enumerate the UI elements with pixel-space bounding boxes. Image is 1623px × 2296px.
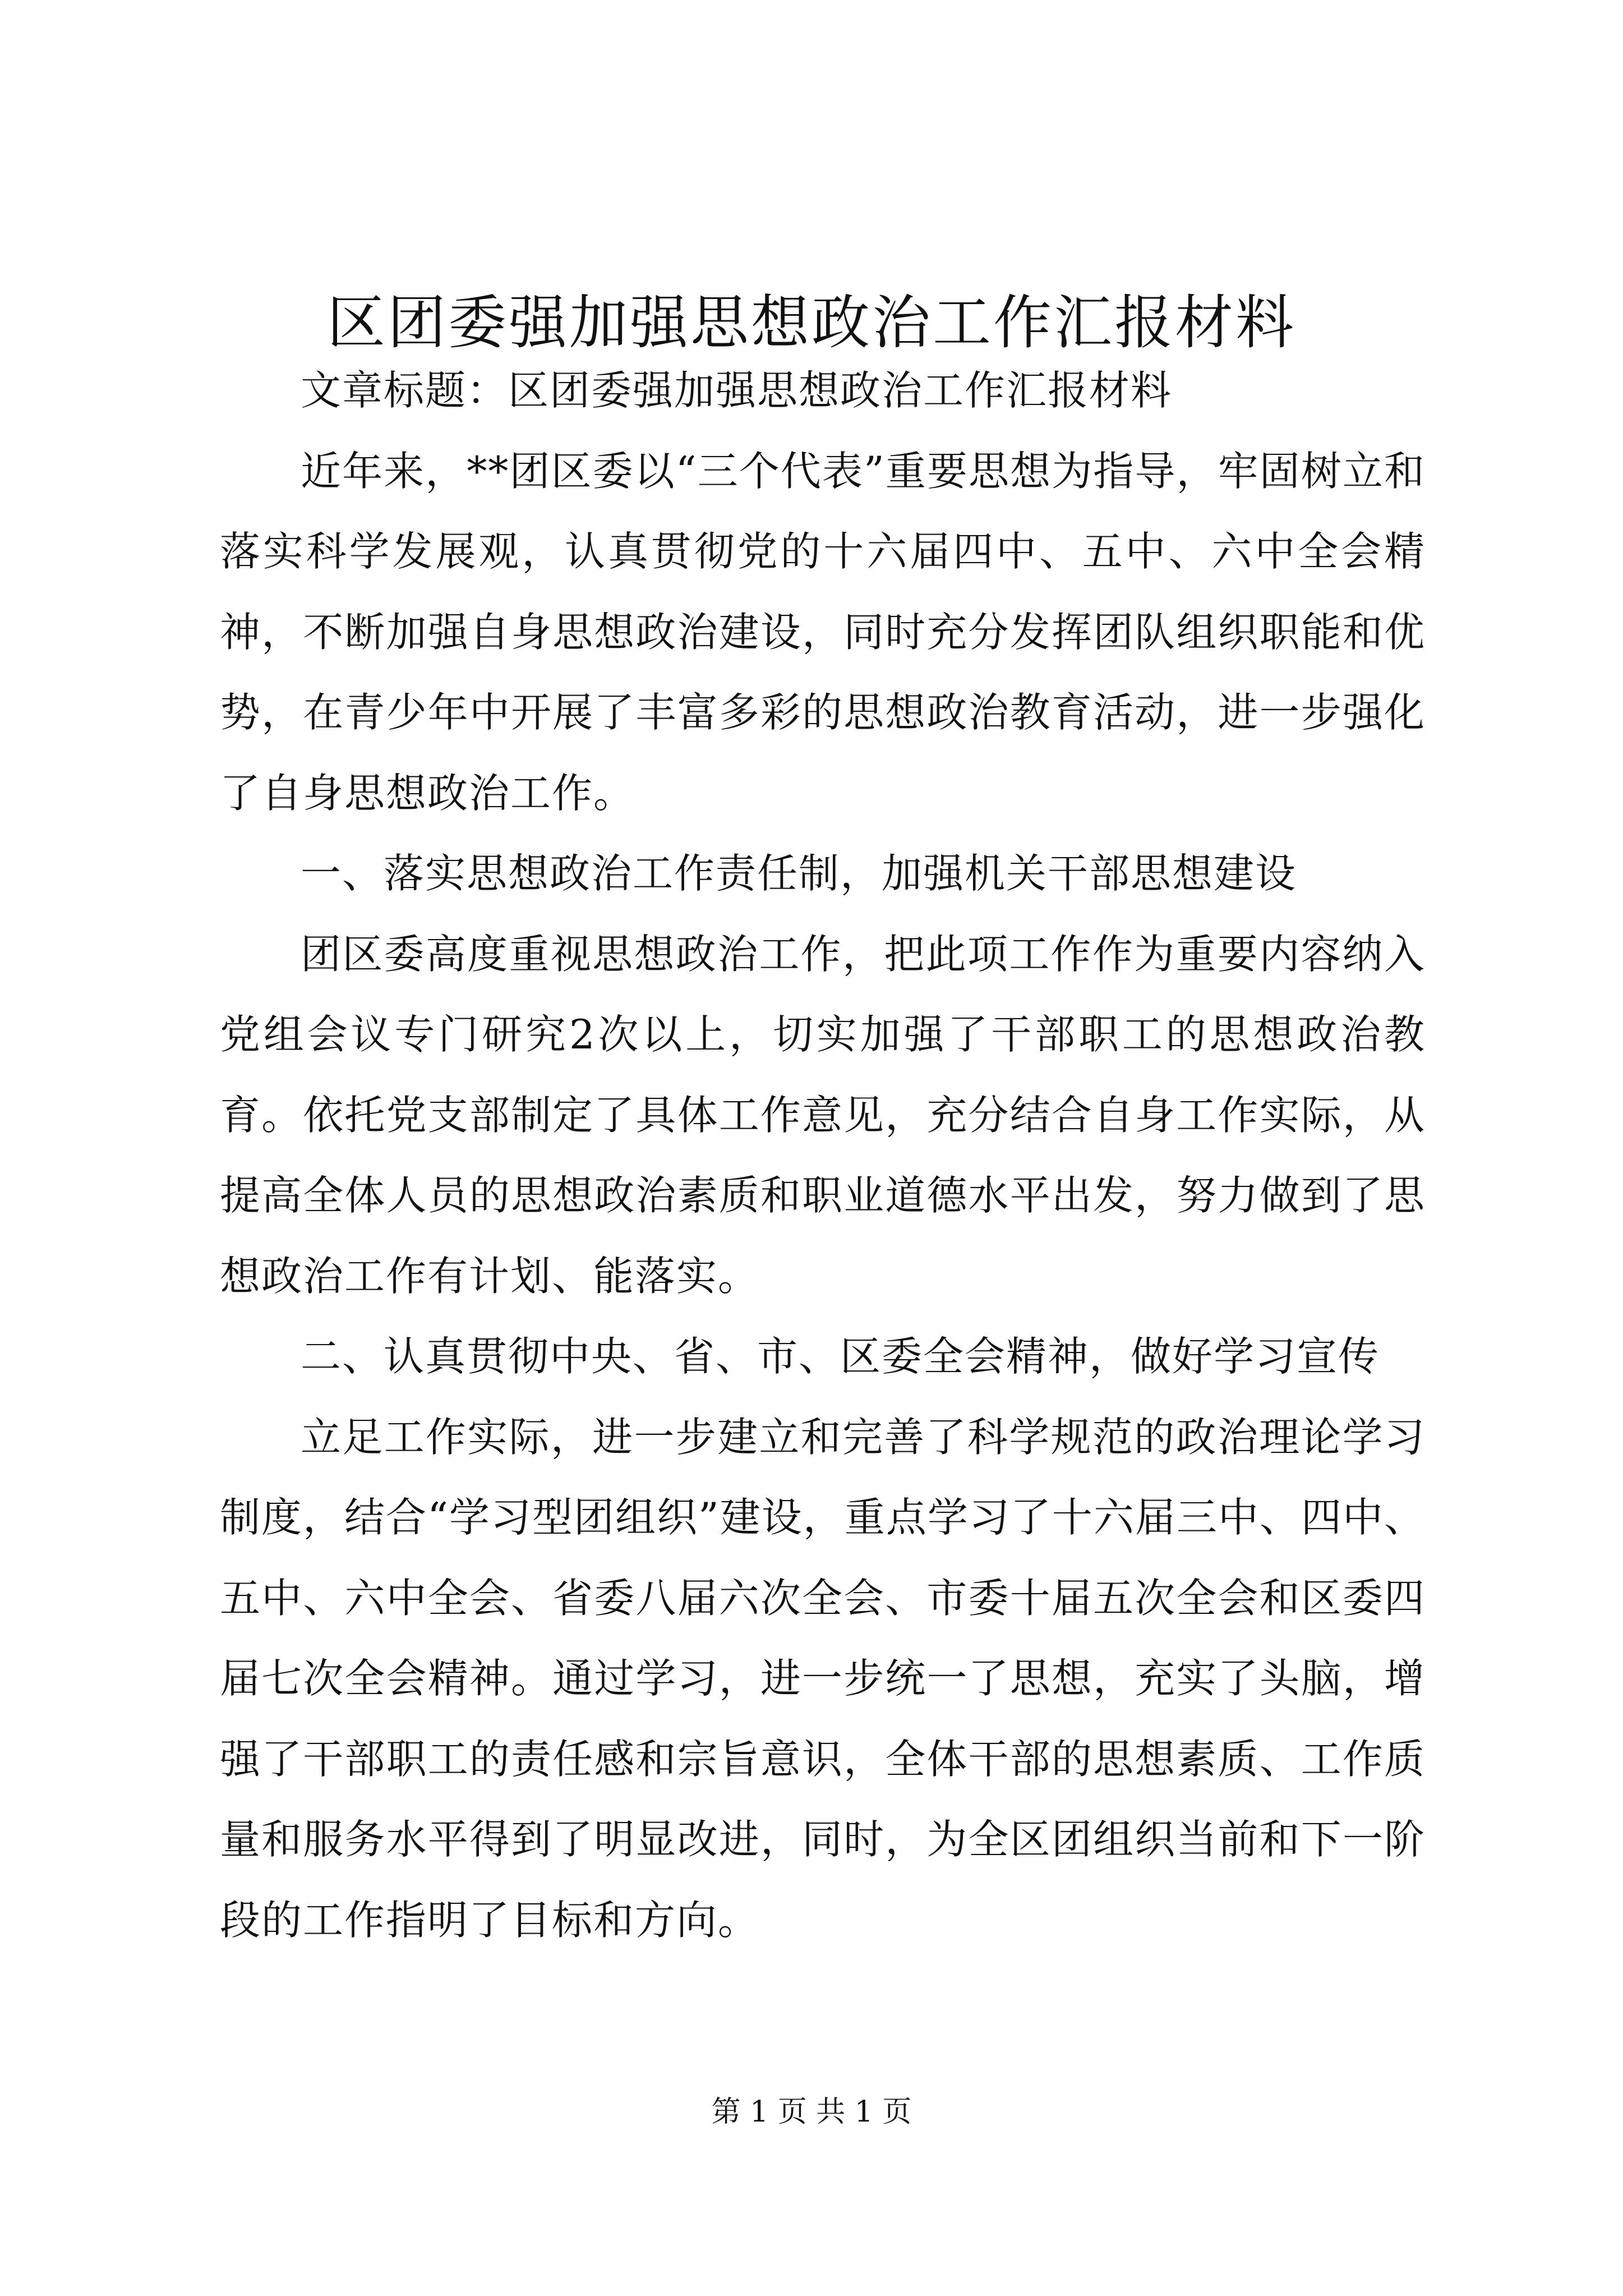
page-footer: 第 1 页 共 1 页 <box>711 2095 912 2129</box>
document-title: 区团委强加强思想政治工作汇报材料 <box>326 288 1296 357</box>
intro-paragraph: 近年来，**团区委以“三个代表”重要思想为指导，牢固树立和落实科学发展观，认真贯彻党的十六届四中、五中、六中全会精神，不断加强自身思想政治建设，同时充分发挥团队组织职能和优势，在青少年中开展了丰富多彩的思想政治教育活动，进一步强化了自身思想政治工作。 <box>220 447 1426 817</box>
document-body <box>220 351 1426 1961</box>
section-paragraph-2: 立足工作实际，进一步建立和完善了科学规范的政治理论学习制度，结合“学习型团组织”建设，重点学习了十六届三中、四中、五中、六中全会、省委八届六次全会、市委十届五次全会和区委四届七次全会精神。通过学习，进一步统一了思想，充实了头脑，增强了干部职工的责任感和宗旨意识，全体干部的思想素质、工作质量和服务水平得到了明显改进，同时，为全区团组织当前和下一阶段的工作指明了目标和方向。 <box>220 1413 1426 1944</box>
section-paragraph-1: 团区委高度重视思想政治工作，把此项工作作为重要内容纳入党组会议专门研究2次以上，切实加强了干部职工的思想政治教育。依托党支部制定了具体工作意见，充分结合自身工作实际，从提高全体人员的思想政治素质和职业道德水平出发，努力做到了思想政治工作有计划、能落实。 <box>220 930 1426 1300</box>
section-heading-2: 二、认真贯彻中央、省、市、区委全会精神，做好学习宣传 <box>301 1333 1380 1380</box>
article-title-line: 文章标题：区团委强加强思想政治工作汇报材料 <box>301 367 1173 414</box>
section-heading-1: 一、落实思想政治工作责任制，加强机关干部思想建设 <box>301 850 1297 897</box>
